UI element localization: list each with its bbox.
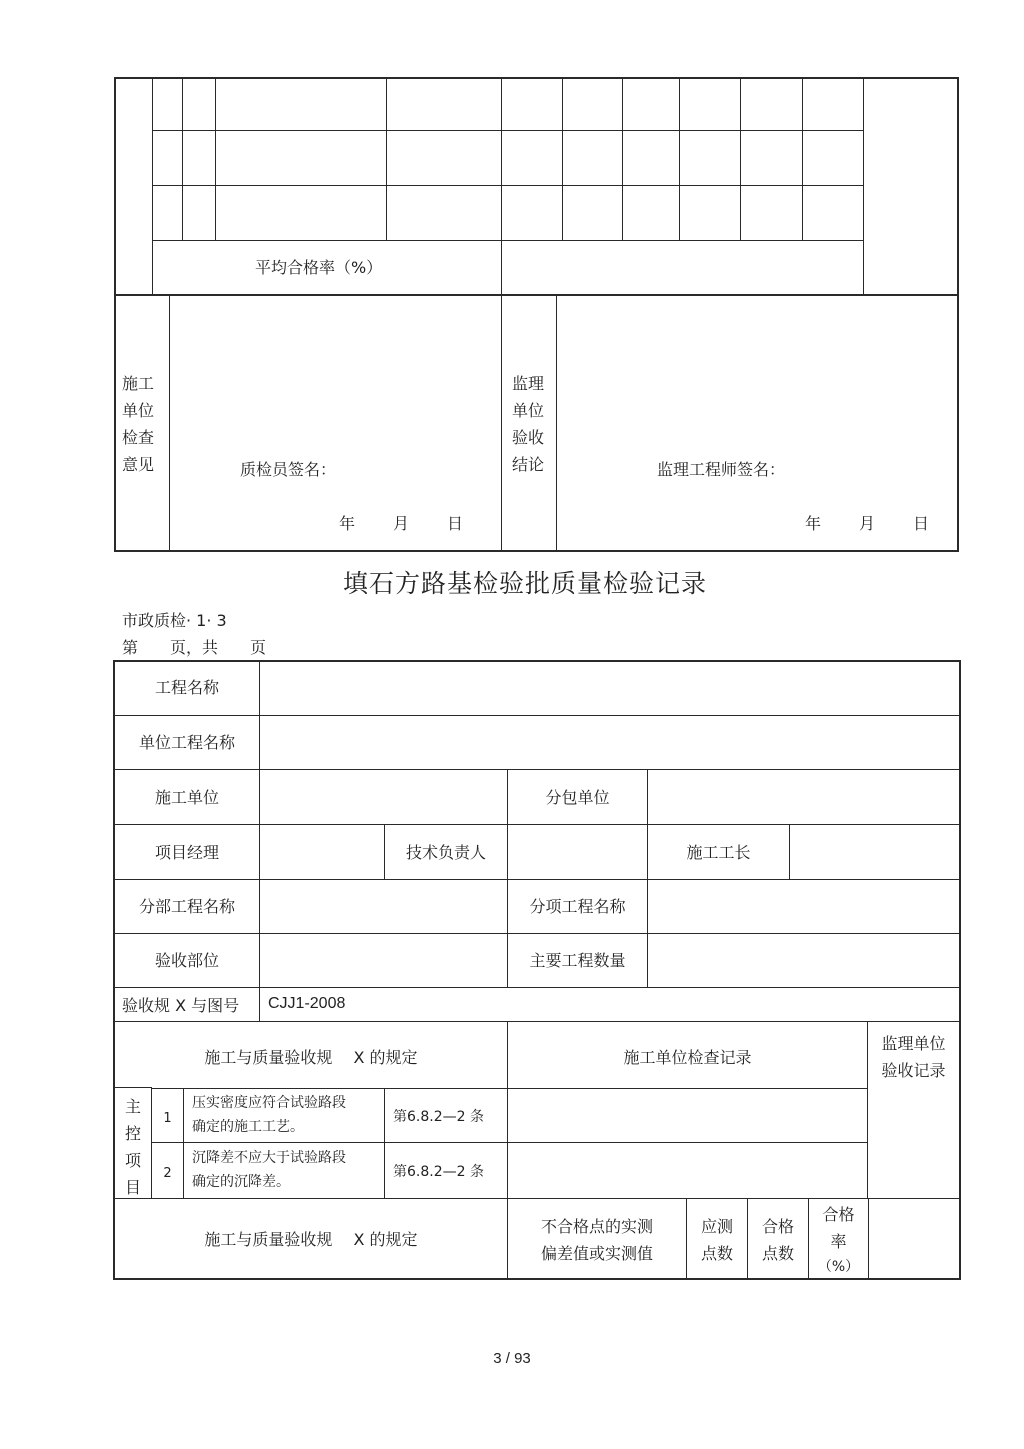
main-item-text	[192, 1146, 346, 1194]
points-passed-header	[748, 1213, 808, 1267]
avg-pass-rate-label: 平均合格率（%）	[255, 258, 383, 277]
main-quantity-label: 主要工程数量	[529, 951, 626, 970]
page-line: 第 页，共 页	[122, 638, 267, 657]
label-char: 控	[124, 1124, 141, 1143]
deviation-header	[508, 1213, 686, 1267]
subitem-name-label: 分项工程名称	[529, 897, 626, 916]
header-line: 合格	[822, 1205, 855, 1224]
contractor-label: 施工单位	[154, 788, 219, 807]
supervisor-sign-label: 监理工程师签名：	[657, 460, 786, 479]
form-code: 市政质检· 1· 3	[122, 611, 227, 630]
spec-rules-header: 施工与质量验收规 X 的规定	[204, 1048, 418, 1067]
header-line: 监理单位	[881, 1034, 946, 1053]
item-line: 沉降差不应大于试验路段	[192, 1150, 346, 1166]
item-line: 确定的施工工艺。	[192, 1119, 304, 1135]
main-item-clause: 第6.8.2—2 条	[393, 1164, 484, 1180]
points-required-header	[687, 1213, 747, 1267]
label-line: 检查	[122, 428, 155, 447]
technical-lead-label: 技术负责人	[405, 843, 486, 862]
date-month: 月	[393, 514, 410, 533]
division-name-label: 分部工程名称	[138, 897, 235, 916]
record-title: 填石方路基检验批质量检验记录	[343, 569, 708, 598]
label-line: 验收	[512, 428, 545, 447]
label-line: 单位	[512, 401, 545, 420]
label-char: 主	[124, 1097, 141, 1116]
acceptance-part-label: 验收部位	[154, 951, 219, 970]
supervision-acceptance-header	[868, 1030, 959, 1084]
header-line: 率	[830, 1232, 847, 1251]
item-line: 确定的沉降差。	[192, 1174, 290, 1190]
header-line: 偏差值或实测值	[540, 1244, 653, 1263]
page-indicator: 3 / 93	[493, 1350, 531, 1367]
date-month: 月	[859, 514, 876, 533]
project-name-label: 工程名称	[154, 678, 219, 697]
header-line: 验收记录	[881, 1061, 946, 1080]
pass-rate-header	[809, 1201, 868, 1279]
spec-rules-header-2: 施工与质量验收规 X 的规定	[204, 1230, 418, 1249]
header-line: 点数	[761, 1244, 794, 1263]
inspector-sign-label: 质检员签名：	[240, 460, 337, 479]
contractor-check-record-header: 施工单位检查记录	[623, 1048, 752, 1067]
main-item-no: 1	[163, 1111, 172, 1126]
header-line: 不合格点的实测	[540, 1217, 653, 1236]
main-item-no: 2	[163, 1166, 172, 1181]
label-char: 目	[124, 1178, 141, 1197]
header-line: 应测	[700, 1217, 733, 1236]
supervision-conclusion-label	[512, 370, 544, 478]
label-line: 意见	[122, 455, 155, 474]
date-day: 日	[913, 514, 930, 533]
label-line: 结论	[512, 455, 545, 474]
header-line: 合格	[761, 1217, 794, 1236]
spec-value: CJJ1-2008	[268, 995, 346, 1012]
main-item-clause: 第6.8.2—2 条	[393, 1109, 484, 1125]
date-day: 日	[447, 514, 464, 533]
main-item-text	[192, 1091, 346, 1139]
label-line: 单位	[122, 401, 155, 420]
label-line: 监理	[512, 374, 545, 393]
date-year: 年	[805, 514, 822, 533]
project-manager-label: 项目经理	[154, 843, 219, 862]
spec-drawing-label: 验收规 X 与图号	[122, 996, 240, 1015]
label-char: 项	[124, 1151, 141, 1170]
item-line: 压实密度应符合试验路段	[192, 1095, 346, 1111]
label-line: 施工	[122, 374, 155, 393]
foreman-label: 施工工长	[686, 843, 751, 862]
construction-opinion-label	[122, 370, 154, 478]
unit-project-name-label: 单位工程名称	[138, 733, 235, 752]
subcontractor-label: 分包单位	[545, 788, 610, 807]
header-line: （%）	[817, 1259, 860, 1275]
date-year: 年	[339, 514, 356, 533]
main-control-label	[115, 1093, 151, 1201]
header-line: 点数	[700, 1244, 733, 1263]
